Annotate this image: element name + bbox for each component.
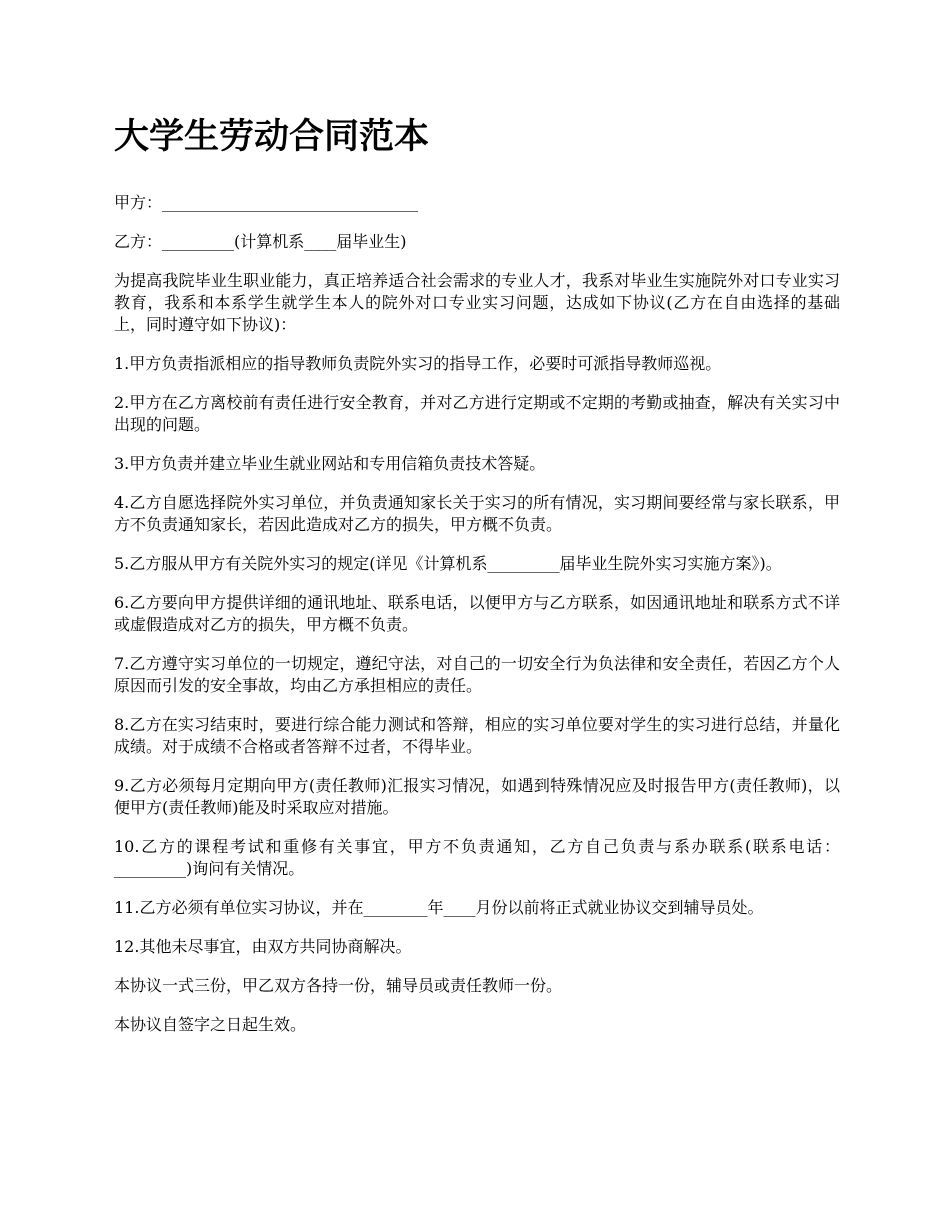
intro-paragraph: 为提高我院毕业生职业能力，真正培养适合社会需求的专业人才，我系对毕业生实施院外对口专业实习教育，我系和本系学生就学生本人的院外对口专业实习问题，达成如下协议(乙方在自由选择的基础上，同时遵守如下协议)： [114, 271, 840, 334]
clause-4: 4.乙方自愿选择院外实习单位，并负责通知家长关于实习的所有情况，实习期间要经常与家长联系，甲方不负责通知家长，若因此造成对乙方的损失，甲方概不负责。 [114, 493, 840, 534]
clause-6: 6.乙方要向甲方提供详细的通讯地址、联系电话，以便甲方与乙方联系，如因通讯地址和联系方式不详或虚假造成对乙方的损失，甲方概不负责。 [114, 593, 840, 634]
clause-7: 7.乙方遵守实习单位的一切规定，遵纪守法，对自己的一切安全行为负法律和安全责任，若因乙方个人原因而引发的安全事故，均由乙方承担相应的责任。 [114, 654, 840, 695]
party-a-line: 甲方：________________________________ [114, 193, 419, 212]
clause-1: 1.甲方负责指派相应的指导教师负责院外实习的指导工作，必要时可派指导教师巡视。 [114, 354, 722, 373]
clause-2: 2.甲方在乙方离校前有责任进行安全教育，并对乙方进行定期或不定期的考勤或抽查，解决有关实习中出现的问题。 [114, 393, 840, 434]
clause-10: 10.乙方的课程考试和重修有关事宜，甲方不负责通知，乙方自己负责与系办联系(联系电话：_________)询问有关情况。 [114, 837, 840, 878]
effective-note: 本协议自签字之日起生效。 [114, 1015, 307, 1034]
document-body [114, 112, 840, 1053]
clause-11: 11.乙方必须有单位实习协议，并在________年____月份以前将正式就业协议交到辅导员处。 [114, 898, 764, 917]
page-title: 大学生劳动合同范本 [114, 117, 430, 157]
party-b-line: 乙方：_________(计算机系____届毕业生) [114, 232, 407, 251]
clause-5: 5.乙方服从甲方有关院外实习的规定(详见《计算机系_________届毕业生院外实习实施方案》)。 [114, 554, 782, 573]
copies-note: 本协议一式三份，甲乙双方各持一份，辅导员或责任教师一份。 [114, 976, 563, 995]
clause-8: 8.乙方在实习结束时，要进行综合能力测试和答辩，相应的实习单位要对学生的实习进行总结，并量化成绩。对于成绩不合格或者答辩不过者，不得毕业。 [114, 715, 840, 756]
clause-12: 12.其他未尽事宜，由双方共同协商解决。 [114, 937, 412, 956]
clause-3: 3.甲方负责并建立毕业生就业网站和专用信箱负责技术答疑。 [114, 454, 546, 473]
clause-9: 9.乙方必须每月定期向甲方(责任教师)汇报实习情况，如遇到特殊情况应及时报告甲方(责任教师)，以便甲方(责任教师)能及时采取应对措施。 [114, 776, 840, 817]
